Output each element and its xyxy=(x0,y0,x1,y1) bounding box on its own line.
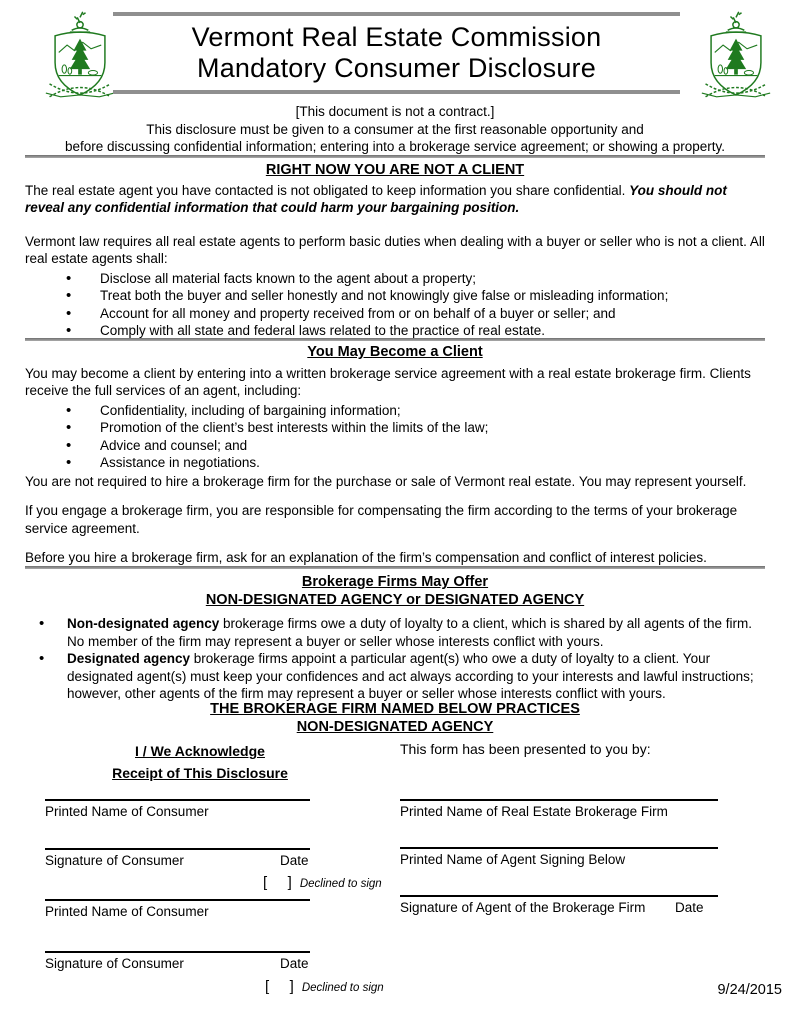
date-label: Date xyxy=(675,900,704,915)
consumer2-signature-field[interactable] xyxy=(45,951,310,971)
vermont-state-seal-left-icon xyxy=(36,10,124,106)
become-client-paragraph-3: If you engage a brokerage firm, you are responsible for compensating the firm according to the terms of your brokerage service agreement. xyxy=(25,503,738,536)
section-become-a-client xyxy=(25,344,765,567)
agency-type-text: brokerage firms owe a duty of loyalty to a client, which is shared by all agents of the firm. No member of the firm may represent a buyer or seller whose interests conflict with yours. xyxy=(67,616,753,649)
consumer-signature-label: Signature of Consumer xyxy=(45,956,184,971)
client-service-item: • Promotion of the client’s best interests within the limits of the law; xyxy=(25,419,765,437)
header-rule-top xyxy=(113,12,680,16)
acknowledge-heading xyxy=(60,740,340,784)
not-a-client-paragraph-1-emphasis: You should not reveal any confidential information that could harm your bargaining position. xyxy=(25,182,727,215)
title-block xyxy=(113,12,680,94)
document-header xyxy=(0,8,791,104)
page-title-line1: Vermont Real Estate Commission xyxy=(191,22,602,52)
practice-heading-line1: THE BROKERAGE FIRM NAMED BELOW PRACTICES xyxy=(210,701,580,717)
presented-by-heading: This form has been presented to you by: xyxy=(400,741,651,757)
section-divider-1 xyxy=(25,155,765,158)
consumer2-declined-row xyxy=(265,978,384,995)
become-client-paragraph-2: You are not required to hire a brokerage firm for the purchase or sale of Vermont real estate. You may represent yourself. xyxy=(25,473,747,489)
not-a-client-paragraph-1-normal: The real estate agent you have contacted is not obligated to keep information you share confidential. xyxy=(25,182,630,198)
consumer-printed-name-label: Printed Name of Consumer xyxy=(45,904,209,919)
intro-line-3: before discussing confidential information; entering into a brokerage service agreement; or showing a property. xyxy=(64,139,726,154)
practice-heading-line2: NON-DESIGNATED AGENCY xyxy=(296,718,494,735)
declined-checkbox[interactable]: [ ] xyxy=(265,978,296,995)
date-label: Date xyxy=(280,853,309,868)
agency-heading-line1: Brokerage Firms May Offer xyxy=(301,574,489,590)
consumer1-declined-row xyxy=(263,874,382,891)
page-title-line2: Mandatory Consumer Disclosure xyxy=(197,53,596,83)
agency-type-lead: Non-designated agency xyxy=(67,616,220,631)
section-divider-2 xyxy=(25,338,765,341)
agency-type-lead: Designated agency xyxy=(67,651,191,666)
revision-date: 9/24/2015 xyxy=(717,982,782,998)
agency-types-list xyxy=(25,615,765,703)
not-a-client-heading: RIGHT NOW YOU ARE NOT A CLIENT xyxy=(265,162,525,178)
declined-label: Declined to sign xyxy=(301,982,384,994)
consumer-signature-label: Signature of Consumer xyxy=(45,853,184,868)
not-a-client-paragraph-1 xyxy=(25,182,765,217)
date-label: Date xyxy=(280,956,309,971)
agent-printed-name-field[interactable] xyxy=(400,847,718,867)
intro-line-2: This disclosure must be given to a consumer at the first reasonable opportunity and xyxy=(146,121,644,137)
agent-printed-name-label: Printed Name of Agent Signing Below xyxy=(400,852,626,867)
consumer-printed-name-label: Printed Name of Consumer xyxy=(45,804,209,819)
vermont-state-seal-right-icon xyxy=(692,10,780,106)
agent-duty-item: • Comply with all state and federal laws related to the practice of real estate. xyxy=(25,322,765,340)
client-service-item: • Assistance in negotiations. xyxy=(25,454,765,472)
brokerage-firm-printed-name-field[interactable] xyxy=(400,799,718,819)
agent-signature-field[interactable] xyxy=(400,895,718,915)
agent-signature-label: Signature of Agent of the Brokerage Firm xyxy=(400,900,646,915)
practice-declaration xyxy=(25,701,765,736)
not-a-client-paragraph-2: Vermont law requires all real estate agents to perform basic duties when dealing with a buyer or seller who is not a client. All real estate agents shall: xyxy=(25,233,765,266)
agency-type-item xyxy=(25,615,765,650)
agent-duty-item: • Treat both the buyer and seller honestly and not knowingly give false or misleading information; xyxy=(25,287,765,305)
intro-line-1: [This document is not a contract.] xyxy=(295,104,495,119)
agency-type-text: brokerage firms appoint a particular agent(s) who owe a duty of loyalty to a client. Your designated agent(s) must keep your confidences and act always according to your interests and lawful instructions; however, other agents of the firm may represent a buyer or seller whose interests conflict with yours. xyxy=(67,651,754,701)
agent-duty-item: • Disclose all material facts known to the agent about a property; xyxy=(25,270,765,288)
acknowledge-heading-line1: I / We Acknowledge xyxy=(135,743,265,759)
agent-duty-item: • Account for all money and property received from or on behalf of a buyer or seller; and xyxy=(25,305,765,323)
declined-label: Declined to sign xyxy=(299,878,382,890)
agency-type-item xyxy=(25,650,765,703)
become-client-paragraph-1: You may become a client by entering into a written brokerage service agreement with a real estate brokerage firm. Clients receive the full services of an agent, including: xyxy=(25,365,751,398)
consumer2-printed-name-field[interactable] xyxy=(45,899,310,919)
agency-heading-line2: NON-DESIGNATED AGENCY or DESIGNATED AGENCY xyxy=(205,591,585,608)
client-services-list xyxy=(25,402,765,472)
section-agency-types xyxy=(25,574,765,703)
client-service-item: • Advice and counsel; and xyxy=(25,437,765,455)
become-client-heading: You May Become a Client xyxy=(307,344,483,360)
consumer1-printed-name-field[interactable] xyxy=(45,799,310,819)
client-service-item: • Confidentiality, including of bargaining information; xyxy=(25,402,765,420)
declined-checkbox[interactable]: [ ] xyxy=(263,874,294,891)
acknowledge-heading-line2: Receipt of This Disclosure xyxy=(112,765,288,781)
become-client-paragraph-4: Before you hire a brokerage firm, ask for an explanation of the firm’s compensation and conflict of interest policies. xyxy=(25,550,707,565)
header-rule-bottom xyxy=(113,90,680,94)
agent-duties-list xyxy=(25,270,765,340)
brokerage-firm-label: Printed Name of Real Estate Brokerage Firm xyxy=(400,804,668,819)
consumer1-signature-field[interactable] xyxy=(45,848,310,868)
section-divider-3 xyxy=(25,566,765,569)
section-not-a-client xyxy=(25,162,765,340)
intro-note xyxy=(25,103,765,156)
